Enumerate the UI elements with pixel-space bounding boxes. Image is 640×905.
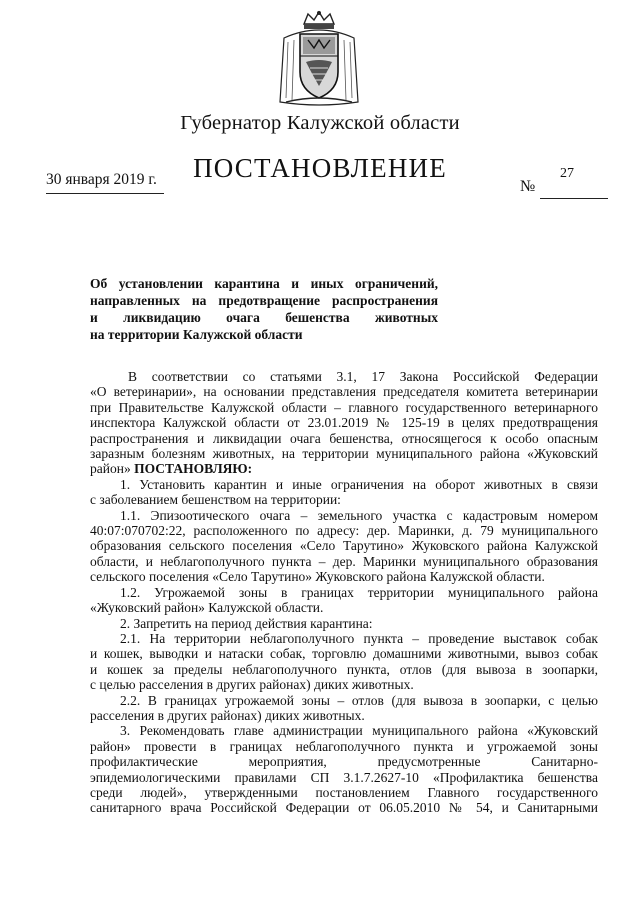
body-line: профилактические мероприятия, предусмотренные Санитарно- xyxy=(90,754,598,770)
body-line: район» провести в границах неблагополучного пункта и угрожаемой зоны xyxy=(90,738,598,754)
subject-line: Об установлении карантина и иных ограничений, xyxy=(90,276,438,291)
document-date: 30 января 2019 г. xyxy=(46,171,164,194)
subject-line: и ликвидацию очага бешенства животных xyxy=(90,310,438,325)
body-line: 1. Установить карантин и иные ограничения на оборот животных в связи xyxy=(120,476,598,492)
body-line: области, и неблагополучного пункта – дер. Маринки муниципального образования xyxy=(90,553,598,569)
body-line: сельского поселения «Село Тарутино» Жуковского района Калужской области. xyxy=(90,569,545,585)
body-line: В соответствии со статьями 3.1, 17 Закона Российской Федерации xyxy=(128,369,598,384)
decree-keyword: ПОСТАНОВЛЯЮ: xyxy=(134,461,253,477)
subject-line: направленных на предотвращение распространения xyxy=(90,293,438,308)
body-line: 1.1. Эпизоотического очага – земельного участка с кадастровым номером xyxy=(120,507,598,523)
body-line: среди людей», утвержденными постановлением Главного государственного xyxy=(90,784,598,800)
body-line: 2. Запретить на период действия карантина: xyxy=(120,615,373,631)
body-line: и кошек за пределы неблагополучного пункта, отлов (для вывоза в зоопарки, xyxy=(90,661,598,677)
issuing-authority: Губернатор Калужской области xyxy=(180,112,460,134)
number-value: 27 xyxy=(560,166,574,181)
number-underline xyxy=(540,198,608,199)
body-line: 1.2. Угрожаемой зоны в границах территории муниципального района xyxy=(120,584,598,600)
body-line: с заболеванием бешенством на территории: xyxy=(90,492,341,508)
document-body xyxy=(90,369,598,816)
body-line: с целью расселения в других районах) диких животных. xyxy=(90,677,414,693)
body-line: расселения в других районах) диких животных. xyxy=(90,707,365,723)
body-line: эпидемиологическими правилами СП 3.1.7.2627-10 «Профилактика бешенства xyxy=(90,769,598,785)
document-subject xyxy=(90,275,438,343)
body-line: 2.1. На территории неблагополучного пункта – проведение выставок собак xyxy=(120,630,598,646)
document-type-title: ПОСТАНОВЛЕНИЕ xyxy=(193,153,447,183)
body-line: «Жуковский район» Калужской области. xyxy=(90,600,324,616)
body-line: инспектора Калужской области от 23.01.2019 № 125-19 в целях предотвращения xyxy=(90,415,598,431)
body-line: санитарного врача Российской Федерации от 06.05.2010 № 54, и Санитарными xyxy=(90,800,598,816)
body-line: 40:07:070702:22, расположенного по адресу: дер. Маринки, д. 79 муниципального xyxy=(90,523,598,539)
body-line: и кошек, выводки и натаски собак, торговлю домашними животными, вывоз собак xyxy=(90,646,598,662)
body-line: при Правительстве Калужской области – главного государственного ветеринарного xyxy=(90,399,598,415)
body-line: «О ветеринарии», на основании представления председателя комитета ветеринарии xyxy=(90,384,598,400)
subject-line: на территории Калужской области xyxy=(90,327,303,342)
number-sign: № xyxy=(520,178,536,195)
document-number xyxy=(520,166,608,196)
body-line: распространения и ликвидации очага бешенства, относящегося к особо опасным xyxy=(90,430,598,446)
coat-of-arms-icon xyxy=(276,10,362,108)
body-line: 3. Рекомендовать главе администрации муниципального района «Жуковский xyxy=(120,723,598,739)
body-line: 2.2. В границах угрожаемой зоны – отлов (для вывоза в зоопарки, с целью xyxy=(120,692,598,708)
body-line xyxy=(90,461,598,476)
body-text: район» xyxy=(90,461,131,477)
body-line: образования сельского поселения «Село Тарутино» Жуковского района Калужской xyxy=(90,538,598,554)
body-line: заразным болезням животных, на территории муниципального района «Жуковский xyxy=(90,446,598,462)
